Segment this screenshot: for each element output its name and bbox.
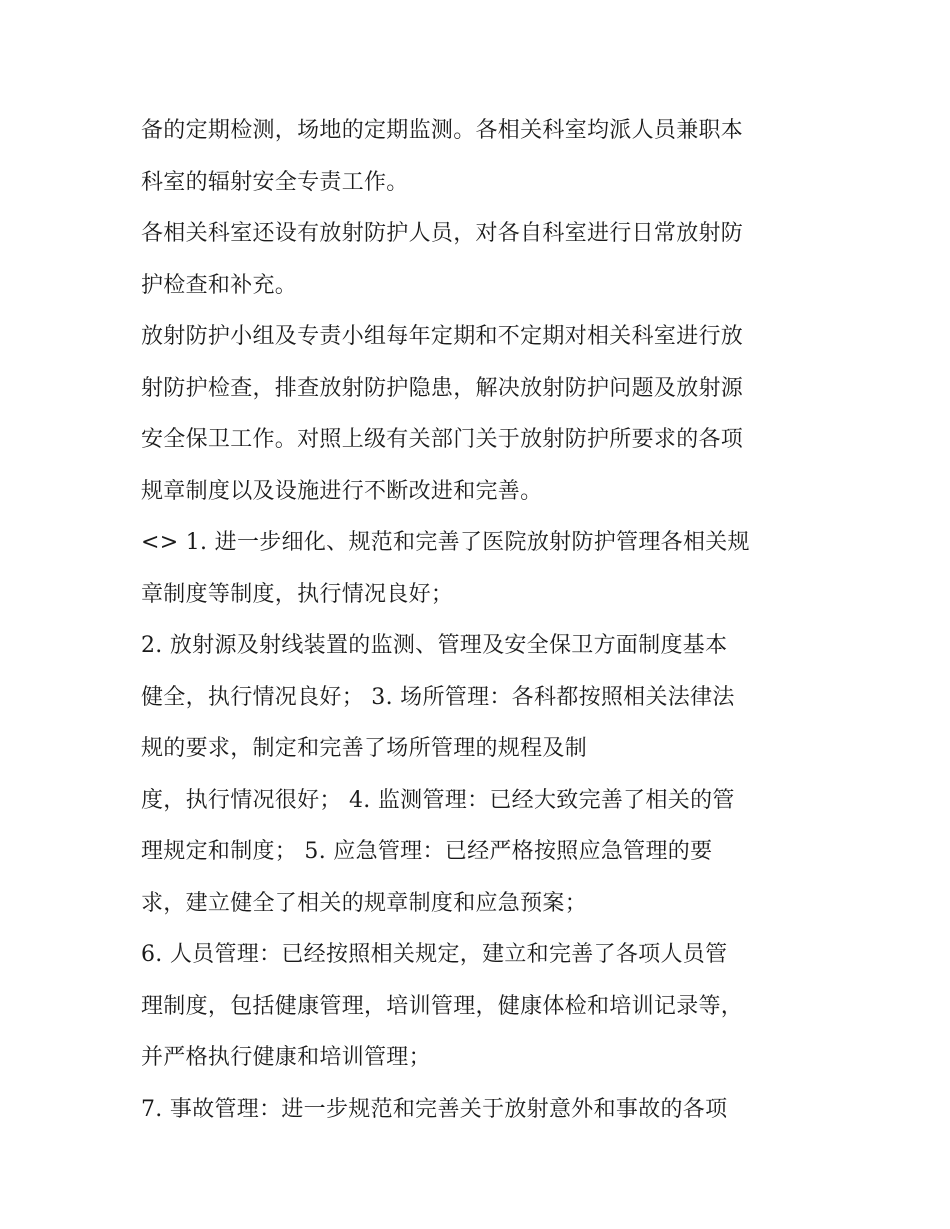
text-line: 7. 事故管理：进一步规范和完善关于放射意外和事故的各项 [141, 1096, 728, 1122]
text-line: 各相关科室还设有放射防护人员，对各自科室进行日常放射防 [141, 221, 744, 246]
text-line: 章制度等制度，执行情况良好； [141, 581, 454, 607]
text-line: 6. 人员管理：已经按照相关规定，建立和完善了各项人员管 [141, 942, 728, 967]
text-line: 并严格执行健康和培训管理； [141, 1045, 431, 1070]
text-line: 护检查和补充。 [141, 272, 298, 298]
text-line: 规章制度以及设施进行不断改进和完善。 [141, 478, 543, 504]
text-line: 2. 放射源及射线装置的监测、管理及安全保卫方面制度基本 [141, 633, 728, 658]
text-line: <> 1. 进一步细化、规范和完善了医院放射防护管理各相关规 [141, 530, 750, 555]
text-line: 科室的辐射安全专责工作。 [141, 169, 409, 195]
text-line: 射防护检查，排查放射防护隐患，解决放射防护问题及放射源 [141, 375, 744, 401]
text-line: 备的定期检测，场地的定期监测。各相关科室均派人员兼职本 [141, 118, 744, 143]
text-line: 求，建立健全了相关的规章制度和应急预案； [141, 890, 588, 916]
text-line: 安全保卫工作。对照上级有关部门关于放射防护所要求的各项 [141, 427, 744, 452]
text-line: 规的要求，制定和完善了场所管理的规程及制 [141, 736, 588, 761]
text-line: 放射防护小组及专责小组每年定期和不定期对相关科室进行放 [141, 324, 744, 349]
document-body [141, 105, 821, 1135]
text-line: 理制度，包括健康管理，培训管理，健康体检和培训记录等， [141, 993, 744, 1019]
text-line: 健全，执行情况良好； 3. 场所管理：各科都按照相关法律法 [141, 684, 735, 710]
text-line: 理规定和制度； 5. 应急管理：已经严格按照应急管理的要 [141, 839, 713, 864]
text-line: 度，执行情况很好； 4. 监测管理：已经大致完善了相关的管 [141, 787, 735, 813]
